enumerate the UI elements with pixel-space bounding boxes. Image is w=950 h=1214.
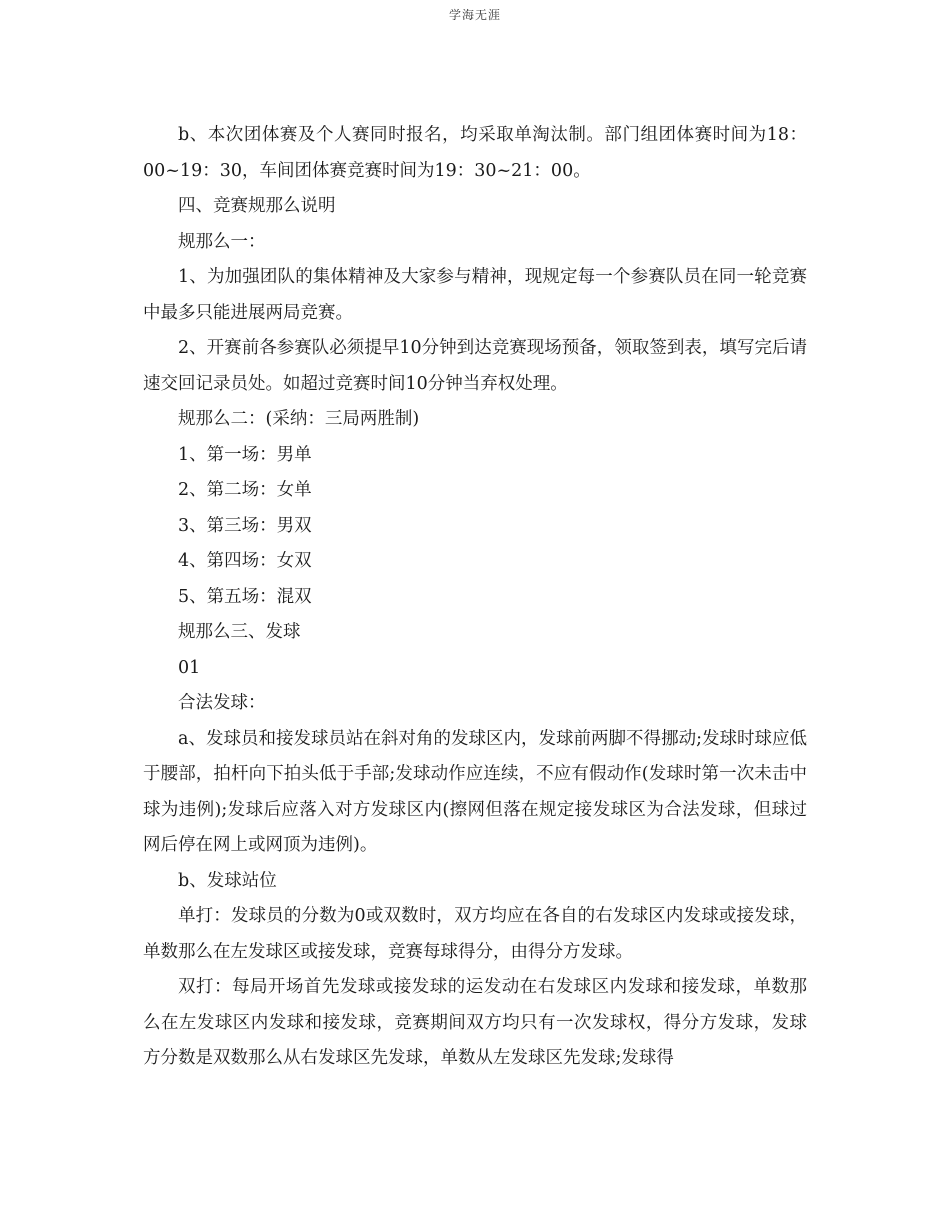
legal-serve-paragraph: a、发球员和接发球员站在斜对角的发球区内，发球前两脚不得挪动;发球时球应低于腰部，拍杆向下拍头低于手部;发球动作应连续，不应有假动作(发球时第一次未击中球为违例);发球后应落入对方发球区内(擦网但落在规定接发球区为合法发球，但球过网后停在网上或网顶为违例)。 bbox=[143, 728, 807, 855]
section-heading-rules: 四、竞赛规那么说明 bbox=[178, 196, 336, 216]
subsection-number: 01 bbox=[178, 657, 201, 678]
rule-three-heading: 规那么三、发球 bbox=[178, 622, 301, 642]
match-item-4: 4、第四场：女双 bbox=[178, 551, 312, 571]
singles-paragraph: 单打：发球员的分数为0或双数时，双方均应在各自的右发球区内发球或接发球，单数那么在左发球区或接发球，竞赛每球得分，由得分方发球。 bbox=[143, 906, 807, 962]
match-item-2: 2、第二场：女单 bbox=[178, 480, 312, 500]
match-item-1: 1、第一场：男单 bbox=[178, 444, 312, 465]
legal-serve-heading: 合法发球： bbox=[178, 693, 266, 713]
serve-position-heading: b、发球站位 bbox=[178, 870, 277, 891]
doubles-paragraph: 双打：每局开场首先发球或接发球的运发动在右发球区内发球和接发球，单数那么在左发球区内发球和接发球，竞赛期间双方均只有一次发球权，得分方发球，发球方分数是双数那么从右发球区先发球，单数从左发球区先发球;发球得 bbox=[143, 977, 807, 1068]
rule-one-item-1: 1、为加强团队的集体精神及大家参与精神，现规定每一个参赛队员在同一轮竞赛中最多只能进展两局竞赛。 bbox=[143, 267, 807, 323]
paragraph-team-schedule: b、本次团体赛及个人赛同时报名，均采取单淘汰制。部门组团体赛时间为18：00~19：30，车间团体赛竞赛时间为19：30~21：00。 bbox=[143, 125, 807, 181]
rule-one-item-2: 2、开赛前各参赛队必须提早10分钟到达竞赛现场预备，领取签到表，填写完后请速交回记录员处。如超过竞赛时间10分钟当弃权处理。 bbox=[143, 338, 807, 394]
rule-one-heading: 规那么一： bbox=[178, 231, 266, 252]
document-body bbox=[143, 118, 807, 1077]
page-header: 学海无涯 bbox=[448, 8, 501, 22]
rule-two-heading: 规那么二：(采纳：三局两胜制) bbox=[178, 409, 420, 429]
match-item-5: 5、第五场：混双 bbox=[178, 586, 312, 607]
match-item-3: 3、第三场：男双 bbox=[178, 515, 312, 536]
